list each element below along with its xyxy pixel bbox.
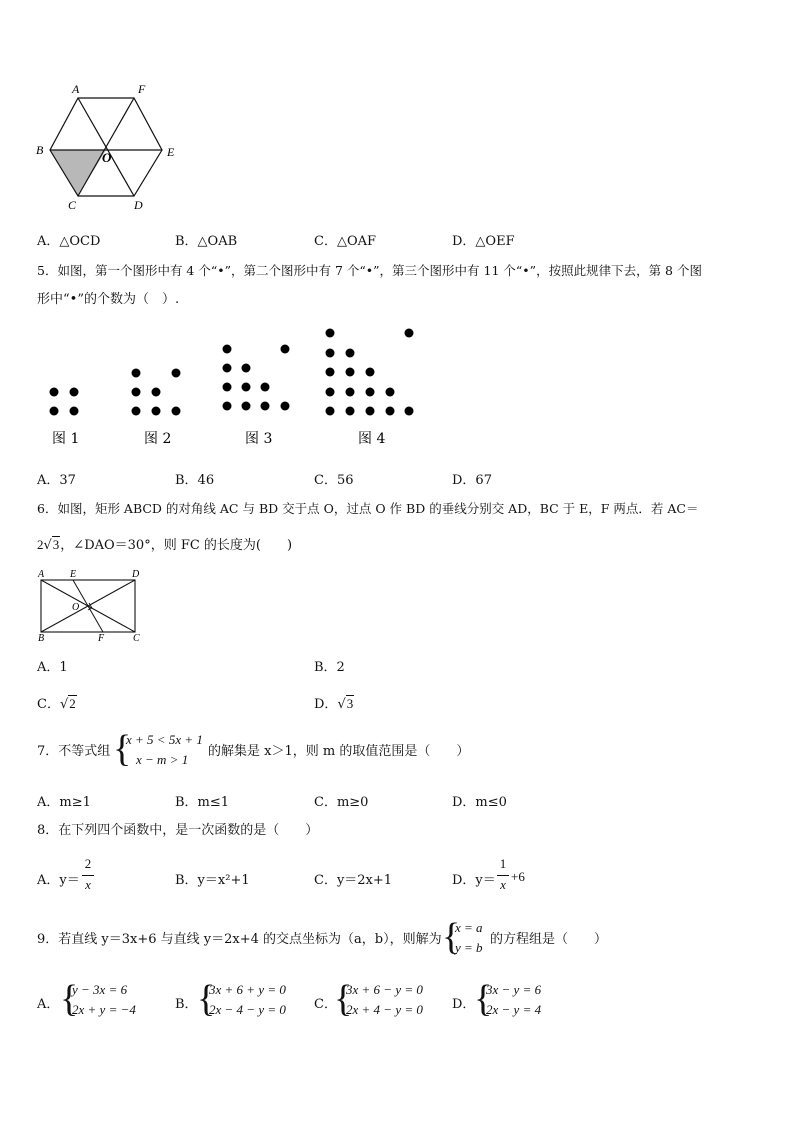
label-a: A bbox=[72, 82, 80, 96]
q7-suffix: 的解集是 x＞1，则 m 的取值范围是（ ） bbox=[208, 744, 470, 759]
q7-brace: { bbox=[113, 728, 132, 770]
q9-option-a-brace: { bbox=[60, 978, 79, 1020]
q6-option-d-radicand: 3 bbox=[346, 696, 354, 711]
q6-option-c bbox=[37, 693, 77, 712]
q6-radicand: 3 bbox=[52, 537, 60, 552]
label-b: B bbox=[36, 143, 44, 157]
q7-ineq-2: x − m > 1 bbox=[136, 752, 189, 767]
q6-stem-tail: ，∠DAO＝30°，则 FC 的长度为( ) bbox=[60, 538, 293, 553]
label-f: F bbox=[98, 633, 105, 644]
q9-option-b-label: B． bbox=[175, 997, 198, 1012]
q6-coef: 2 bbox=[37, 537, 44, 552]
q6-option-d bbox=[314, 693, 354, 712]
q9-option-a-system bbox=[72, 980, 136, 1020]
figure-2-dots bbox=[132, 369, 181, 416]
q6-option-a: A．1 bbox=[37, 660, 68, 675]
q7-option-a: A．m≥1 bbox=[37, 795, 91, 810]
q4-option-c: C．△OAF bbox=[314, 234, 377, 249]
q9-option-c-brace: { bbox=[334, 978, 353, 1020]
q9-option-c-label: C． bbox=[314, 997, 337, 1012]
q9-option-d-label: D． bbox=[452, 997, 476, 1012]
dot-pattern-figures bbox=[40, 322, 430, 452]
q7-ineq-1: x + 5 < 5x + 1 bbox=[126, 732, 203, 747]
figure-1-dots bbox=[50, 388, 79, 416]
q8-option-a-num: 2 bbox=[84, 856, 92, 871]
q5-option-c: C．56 bbox=[314, 473, 354, 488]
caption-figure-3: 图 3 bbox=[245, 431, 273, 447]
q9-sol-y: y = b bbox=[455, 940, 483, 955]
caption-figure-2: 图 2 bbox=[144, 431, 172, 447]
q9-option-b-eq1: 3x + 6 + y = 0 bbox=[209, 982, 286, 997]
q5-stem-line2: 形中“•”的个数为（ ）. bbox=[37, 292, 180, 307]
q9-option-a-eq2: 2x + y = −4 bbox=[72, 1002, 136, 1017]
q9-option-b-brace: { bbox=[197, 978, 216, 1020]
q7-option-d: D．m≤0 bbox=[452, 795, 507, 810]
q9-option-d-brace: { bbox=[474, 978, 493, 1020]
q9-option-b-system bbox=[209, 980, 286, 1020]
sqrt-symbol: √ bbox=[337, 697, 346, 712]
q9-suffix: 的方程组是（ ） bbox=[490, 932, 608, 947]
q7-option-b: B．m≤1 bbox=[175, 795, 230, 810]
q8-option-b: B．y＝x²+1 bbox=[175, 873, 250, 888]
q6-option-c-radicand: 2 bbox=[69, 696, 76, 711]
q5-option-a: A．37 bbox=[37, 473, 76, 488]
q9-prefix: 9．若直线 y＝3x+6 与直线 y＝2x+4 的交点坐标为（a，b），则解为 bbox=[37, 932, 442, 947]
q4-option-b: B．△OAB bbox=[175, 234, 238, 249]
q7-option-c: C．m≥0 bbox=[314, 795, 369, 810]
label-e: E bbox=[167, 145, 175, 159]
q9-solution-system bbox=[455, 918, 483, 958]
figure-4-dots bbox=[326, 329, 414, 416]
q6-option-d-label: D． bbox=[314, 697, 338, 712]
q8-option-a-bar bbox=[82, 875, 94, 876]
q6-stem-line2 bbox=[37, 536, 292, 555]
sqrt-symbol: √ bbox=[59, 697, 69, 712]
label-e: E bbox=[70, 569, 77, 580]
q4-option-a: A．△OCD bbox=[37, 234, 101, 249]
q9-option-c-system bbox=[346, 980, 423, 1020]
caption-figure-1: 图 1 bbox=[52, 431, 80, 447]
rectangle-figure bbox=[32, 566, 152, 646]
q5-option-d: D．67 bbox=[452, 473, 492, 488]
q8-option-d-tail: +6 bbox=[511, 869, 525, 884]
q8-option-d-label: D．y＝ bbox=[452, 873, 496, 888]
sqrt-symbol: √ bbox=[43, 538, 52, 553]
label-c: C bbox=[133, 633, 140, 644]
q6-option-b: B．2 bbox=[314, 660, 345, 675]
q9-option-c-eq1: 3x + 6 − y = 0 bbox=[346, 982, 423, 997]
q8-stem: 8．在下列四个函数中，是一次函数的是（ ） bbox=[37, 823, 319, 838]
label-o: O bbox=[102, 150, 112, 165]
q9-option-d-eq1: 3x − y = 6 bbox=[486, 982, 542, 997]
label-b: B bbox=[38, 633, 45, 644]
q8-option-d-num: 1 bbox=[499, 856, 507, 871]
shaded-triangle-obc bbox=[50, 150, 106, 196]
q8-option-d-den: x bbox=[500, 877, 506, 892]
label-o: O bbox=[72, 602, 80, 613]
figure-3-dots bbox=[223, 345, 290, 411]
q5-stem-line1: 5．如图，第一个图形中有 4 个“•”，第二个图形中有 7 个“•”，第三个图形中有 11 个“•”，按照此规律下去，第 8 个图 bbox=[37, 263, 702, 278]
label-d: D bbox=[132, 569, 140, 580]
q8-option-d-bar bbox=[497, 875, 509, 876]
hexagon-figure bbox=[30, 78, 190, 213]
q8-option-a-den: x bbox=[85, 877, 91, 892]
q7-system bbox=[126, 730, 203, 770]
q5-option-b: B．46 bbox=[175, 473, 215, 488]
label-a: A bbox=[38, 569, 45, 580]
label-c: C bbox=[68, 198, 77, 212]
label-d: D bbox=[134, 198, 143, 212]
q7-prefix: 7．不等式组 bbox=[37, 744, 111, 759]
q9-option-a-label: A． bbox=[37, 997, 60, 1012]
q6-option-c-label: C． bbox=[37, 697, 60, 712]
q8-option-a-label: A．y＝ bbox=[37, 873, 80, 888]
q9-option-d-system bbox=[486, 980, 541, 1020]
q6-stem-line1: 6．如图，矩形 ABCD 的对角线 AC 与 BD 交于点 O，过点 O 作 BD 的垂线分别交 AD，BC 于 E，F 两点．若 AC＝ bbox=[37, 501, 699, 516]
caption-figure-4: 图 4 bbox=[358, 431, 386, 447]
label-f: F bbox=[138, 82, 146, 96]
q9-option-d-eq2: 2x − y = 4 bbox=[486, 1002, 542, 1017]
q9-option-b-eq2: 2x − 4 − y = 0 bbox=[209, 1002, 286, 1017]
q9-brace: { bbox=[442, 916, 461, 958]
q9-sol-x: x = a bbox=[455, 920, 483, 935]
q8-option-c: C．y＝2x+1 bbox=[314, 873, 393, 888]
q9-option-a-eq1: y − 3x = 6 bbox=[72, 982, 128, 997]
q9-option-c-eq2: 2x + 4 − y = 0 bbox=[346, 1002, 423, 1017]
q4-option-d: D．△OEF bbox=[452, 234, 515, 249]
